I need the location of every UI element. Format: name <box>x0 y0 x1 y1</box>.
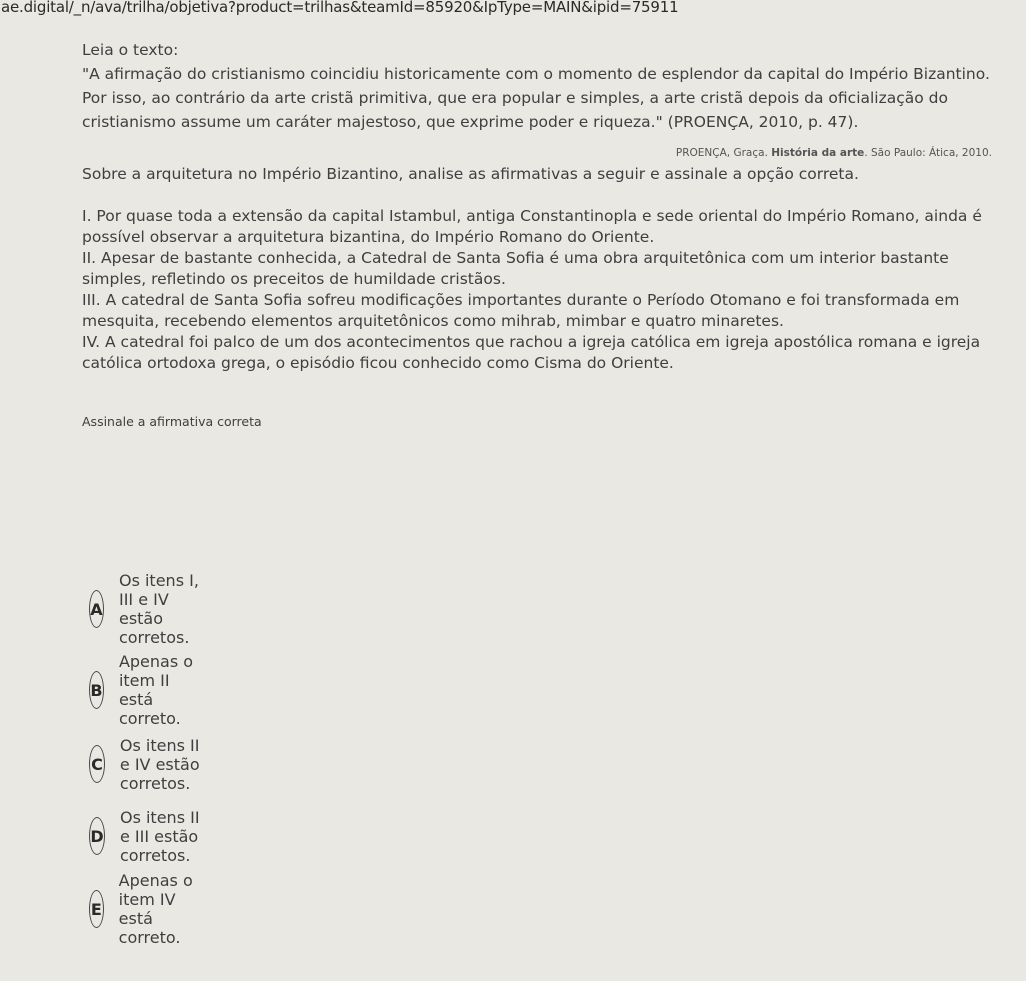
option-a[interactable] <box>89 571 212 647</box>
statement-2: II. Apesar de bastante conhecida, a Catedral de Santa Sofia é uma obra arquitetônica com um interior bastante simples, refletindo os preceitos de humildade cristãos. <box>82 249 949 288</box>
lead-text: Leia o texto: <box>82 41 179 59</box>
reference <box>82 146 992 160</box>
question-text: Sobre a arquitetura no Império Bizantino, analise as afirmativas a seguir e assinale a opção correta. <box>82 165 859 183</box>
question-content <box>82 38 992 429</box>
reference-prefix: PROENÇA, Graça. <box>675 147 772 159</box>
option-text[interactable]: Apenas o item II está correto. <box>118 652 194 728</box>
statement-1: I. Por quase toda a extensão da capital Istambul, antiga Constantinopla e sede oriental do Império Romano, ainda é possível observar a arquitetura bizantina, do Império Romano do Oriente. <box>82 207 982 246</box>
instruction-text: Assinale a afirmativa correta <box>82 414 262 429</box>
option-text[interactable]: Os itens I, III e IV estão corretos. <box>118 571 199 647</box>
option-c[interactable] <box>89 735 212 793</box>
option-b[interactable] <box>89 652 204 728</box>
option-d[interactable] <box>89 807 212 865</box>
option-letter-badge[interactable]: D <box>89 817 105 855</box>
statements-list <box>82 206 992 374</box>
option-text[interactable]: Os itens II e IV estão corretos. <box>119 735 200 793</box>
reference-title: História da arte <box>771 147 865 159</box>
address-bar[interactable]: ae.digital/_n/ava/trilha/objetiva?product=trilhas&teamId=85920&IpType=MAIN&ipid=75911 <box>1 0 679 16</box>
option-e[interactable] <box>89 871 204 947</box>
option-text[interactable]: Os itens II e III estão corretos. <box>119 807 200 865</box>
option-letter-badge[interactable]: B <box>89 671 104 709</box>
option-letter-badge[interactable]: A <box>89 590 104 628</box>
option-letter-badge[interactable]: E <box>89 890 104 928</box>
option-text[interactable]: Apenas o item IV está correto. <box>118 871 193 947</box>
option-letter-badge[interactable]: C <box>89 745 105 783</box>
statement-3: III. A catedral de Santa Sofia sofreu modificações importantes durante o Período Otomano e foi transformada em mesquita, recebendo elementos arquitetônicos como mihrab, mimbar e quatro minaretes. <box>82 291 960 330</box>
quote-text: "A afirmação do cristianismo coincidiu historicamente com o momento de esplendor da capital do Império Bizantino. Por isso, ao contrário da arte cristã primitiva, que era popular e simples, a arte cristã depois da oficialização do cristianismo assume um caráter majestoso, que exprime poder e riqueza." (PROENÇA, 2010, p. 47). <box>82 65 990 131</box>
statement-4: IV. A catedral foi palco de um dos acontecimentos que rachou a igreja católica em igreja apostólica romana e igreja católica ortodoxa grega, o episódio ficou conhecido como Cisma do Oriente. <box>82 333 981 372</box>
reference-suffix: . São Paulo: Ática, 2010. <box>864 147 992 159</box>
